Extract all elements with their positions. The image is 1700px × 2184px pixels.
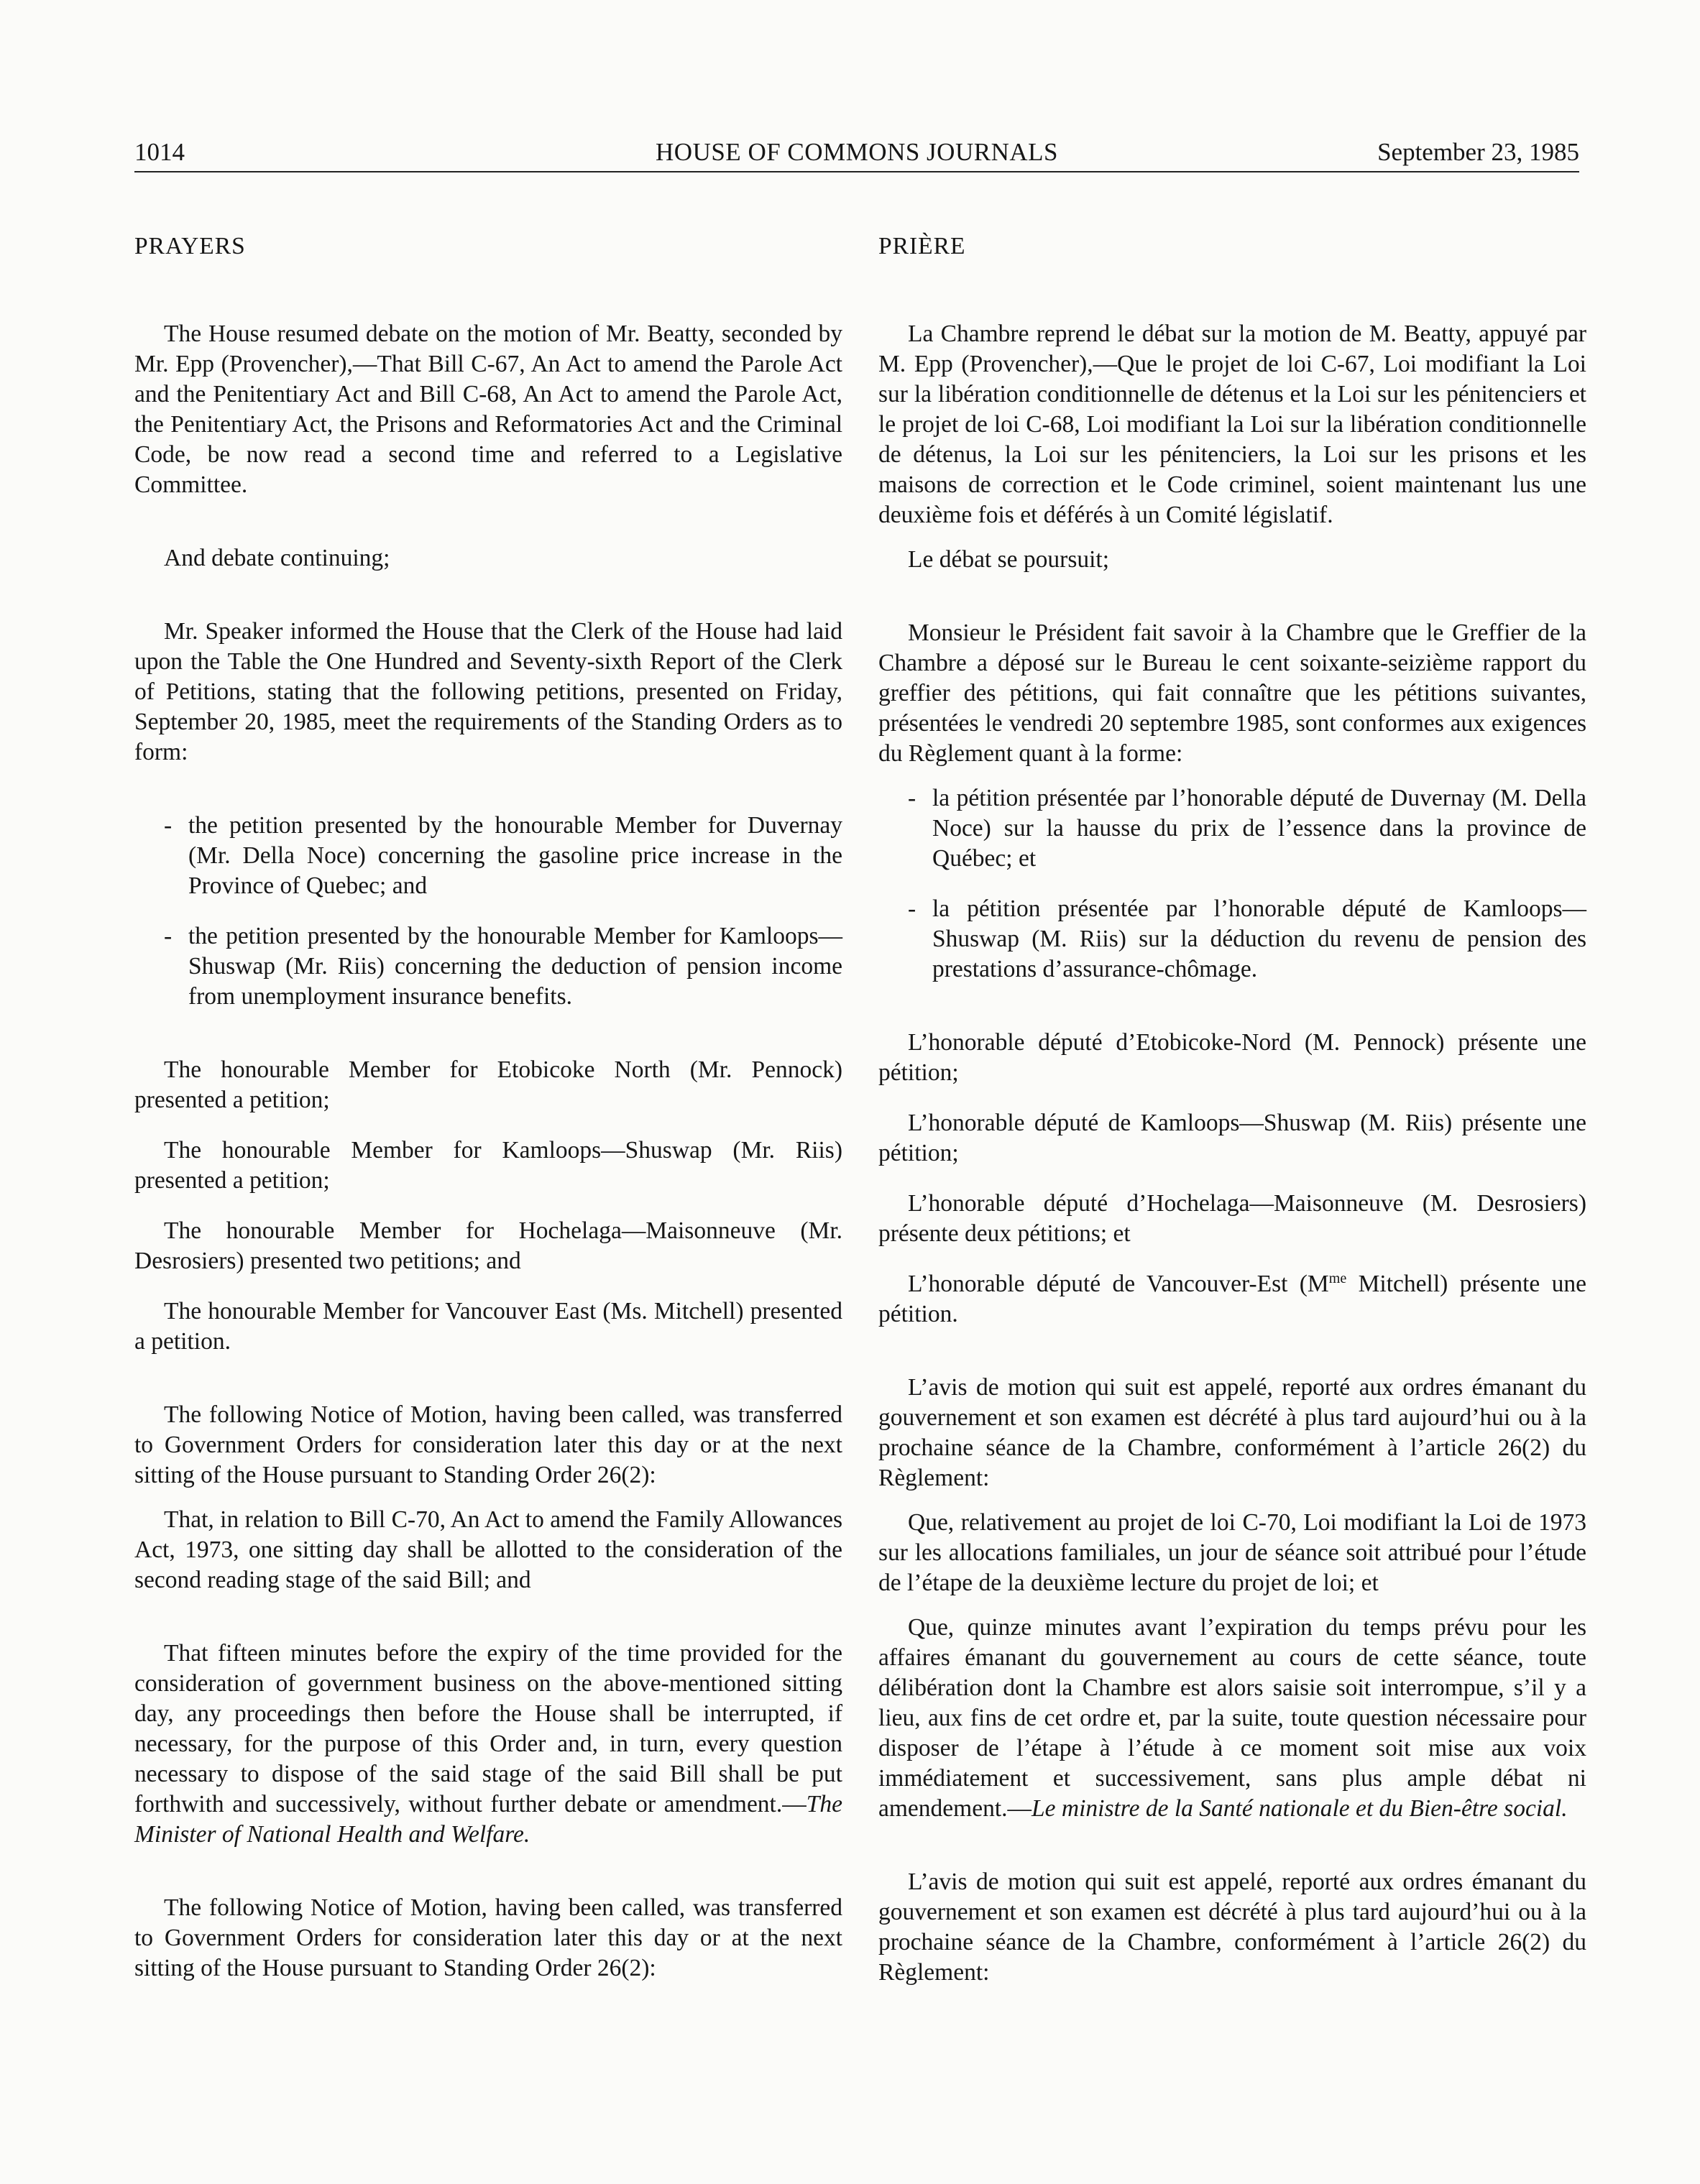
paragraph-debat-repris: La Chambre reprend le débat sur la motion de M. Beatty, appuyé par M. Epp (Provencher),—Que le projet de loi C-67, Loi modifiant la Loi sur la libération conditionnelle de détenus et la Loi sur les pénitenciers et le projet de loi C-68, Loi modifiant la Loi sur la libération conditionnelle de détenus, la Loi sur les pénitenciers, la Loi sur les prisons et les maisons de correction et le Code criminel, soient maintenant lus une deuxième fois et déférés à un Comité législatif.: [878, 321, 1586, 528]
paragraph-petition-etobicoke: The honourable Member for Etobicoke North (Mr. Pennock) presented a petition;: [134, 1056, 842, 1113]
list-item: - la pétition présentée par l’honorable député de Kamloops—Shuswap (M. Riis) sur la déduction du revenu de pension des prestations d’assurance-chômage.: [908, 895, 1586, 982]
english-column: [134, 231, 842, 1983]
paragraph-motion-fifteen-minutes: That fifteen minutes before the expiry of the time provided for the consideration of government business on the above-mentioned sitting day, any proceedings then before the House shall be interrupted, if necessary, for the purpose of this Order and, in turn, every question necessary to dispose of the said stage of the said Bill shall be put forthwith and successively, without further debate or amendment.—The Minister of National Health and Welfare.: [134, 1640, 842, 1848]
petition-list-en: [134, 811, 842, 1012]
paragraph-avis-motion: L’avis de motion qui suit est appelé, reporté aux ordres émanant du gouvernement et son examen est décrété à plus tard aujourd’hui ou à la prochaine séance de la Chambre, conformément à l’article 26(2) du Règlement:: [878, 1374, 1586, 1491]
paragraph-avis-motion-2: L’avis de motion qui suit est appelé, reporté aux ordres émanant du gouvernement et son examen est décrété à plus tard aujourd’hui ou à la prochaine séance de la Chambre, conformément à l’article 26(2) du Règlement:: [878, 1869, 1586, 1986]
paragraph-notice-of-motion-2: The following Notice of Motion, having been called, was transferred to Government Orders for consideration later this day or at the next sitting of the House pursuant to Standing Order 26(2):: [134, 1894, 842, 1981]
paragraph-petition-hochelaga-fr: L’honorable député d’Hochelaga—Maisonneuve (M. Desrosiers) présente deux pétitions; et: [878, 1190, 1586, 1247]
dash-marker: -: [164, 812, 173, 839]
paragraph-petition-kamloops: The honourable Member for Kamloops—Shuswap (Mr. Riis) presented a petition;: [134, 1137, 842, 1194]
paragraph-motion-quinze-minutes: Que, quinze minutes avant l’expiration du temps prévu pour les affaires émanant du gouvernement au cours de cette séance, toute délibération dont la Chambre est alors saisie soit interrompue, s’il y a lieu, aux fins de cet ordre et, par la suite, toute question nécessaire pour disposer de l’étape à l’étude à ce moment soit mise aux voix immédiatement et successivement, sans plus ample débat ni amendement.—Le ministre de la Santé nationale et du Bien-être social.: [878, 1614, 1586, 1822]
paragraph-rapport-president: Monsieur le Président fait savoir à la Chambre que le Greffier de la Chambre a déposé sur le Bureau le cent soixante-seizième rapport du greffier des pétitions, qui fait connaître que les pétitions suivantes, présentées le vendredi 20 septembre 1985, sont conformes aux exigences du Règlement quant à la forme:: [878, 619, 1586, 767]
section-heading-en: PRAYERS: [134, 233, 246, 259]
journal-title: HOUSE OF COMMONS JOURNALS: [656, 138, 1058, 166]
paragraph-debate-resumed: The House resumed debate on the motion of Mr. Beatty, seconded by Mr. Epp (Provencher),—That Bill C-67, An Act to amend the Parole Act and the Penitentiary Act and Bill C-68, An Act to amend the Parole Act, the Penitentiary Act, the Prisons and Reformatories Act and the Criminal Code, be now read a second time and referred to a Legislative Committee.: [134, 321, 842, 498]
dash-marker: -: [908, 785, 916, 811]
paragraph-debat-poursuit: Le débat se poursuit;: [908, 546, 1110, 573]
ministre-signature: Le ministre de la Santé nationale et du Bien-être social.: [1032, 1795, 1568, 1822]
paragraph-petition-vancouver: The honourable Member for Vancouver East (Ms. Mitchell) presented a petition.: [134, 1298, 842, 1355]
paragraph-debate-continuing: And debate continuing;: [164, 545, 390, 571]
journal-date: September 23, 1985: [1377, 138, 1579, 166]
dash-marker: -: [164, 923, 173, 949]
petition-list-fr: [878, 783, 1586, 985]
list-item: - la pétition présentée par l’honorable député de Duvernay (M. Della Noce) sur la hausse du prix de l’essence dans la province de Québec; et: [908, 785, 1586, 872]
page-number: 1014: [134, 138, 185, 166]
paragraph-speaker-report: Mr. Speaker informed the House that the Clerk of the House had laid upon the Table the One Hundred and Seventy-sixth Report of the Clerk of Petitions, stating that the following petitions, presented on Friday, September 20, 1985, meet the requirements of the Standing Orders as to form:: [134, 618, 842, 765]
header-rule: [134, 171, 1579, 172]
section-heading-fr: PRIÈRE: [878, 233, 966, 259]
minister-signature: The Minister of National Health and Welfare.: [134, 1791, 842, 1848]
paragraph-petition-kamloops-fr: L’honorable député de Kamloops—Shuswap (M. Riis) présente une pétition;: [878, 1110, 1586, 1166]
french-column: [878, 231, 1586, 1988]
paragraph-petition-etobicoke-fr: L’honorable député d’Etobicoke-Nord (M. Pennock) présente une pétition;: [878, 1029, 1586, 1086]
running-head: [134, 135, 1579, 170]
paragraph-petition-hochelaga: The honourable Member for Hochelaga—Maisonneuve (Mr. Desrosiers) presented two petitions; and: [134, 1217, 842, 1274]
list-item: - the petition presented by the honourable Member for Kamloops—Shuswap (Mr. Riis) concerning the deduction of pension income from unemployment insurance benefits.: [164, 923, 842, 1010]
paragraph-petition-vancouver-fr: L’honorable député de Vancouver-Est ($M^{me}$ Mitchell) présente une pétition.: [878, 1270, 1586, 1327]
dash-marker: -: [908, 895, 916, 922]
list-item: - the petition presented by the honourable Member for Duvernay (Mr. Della Noce) concerning the gasoline price increase in the Province of Quebec; and: [164, 812, 842, 899]
paragraph-motion-bill-c70: That, in relation to Bill C-70, An Act to amend the Family Allowances Act, 1973, one sitting day shall be allotted to the consideration of the second reading stage of the said Bill; and: [134, 1506, 842, 1593]
paragraph-notice-of-motion: The following Notice of Motion, having been called, was transferred to Government Orders for consideration later this day or at the next sitting of the House pursuant to Standing Order 26(2):: [134, 1401, 842, 1488]
paragraph-motion-c70-fr: Que, relativement au projet de loi C-70, Loi modifiant la Loi de 1973 sur les allocations familiales, un jour de séance soit attribué pour l’étude de l’étape de la deuxième lecture du projet de loi; et: [878, 1509, 1586, 1596]
